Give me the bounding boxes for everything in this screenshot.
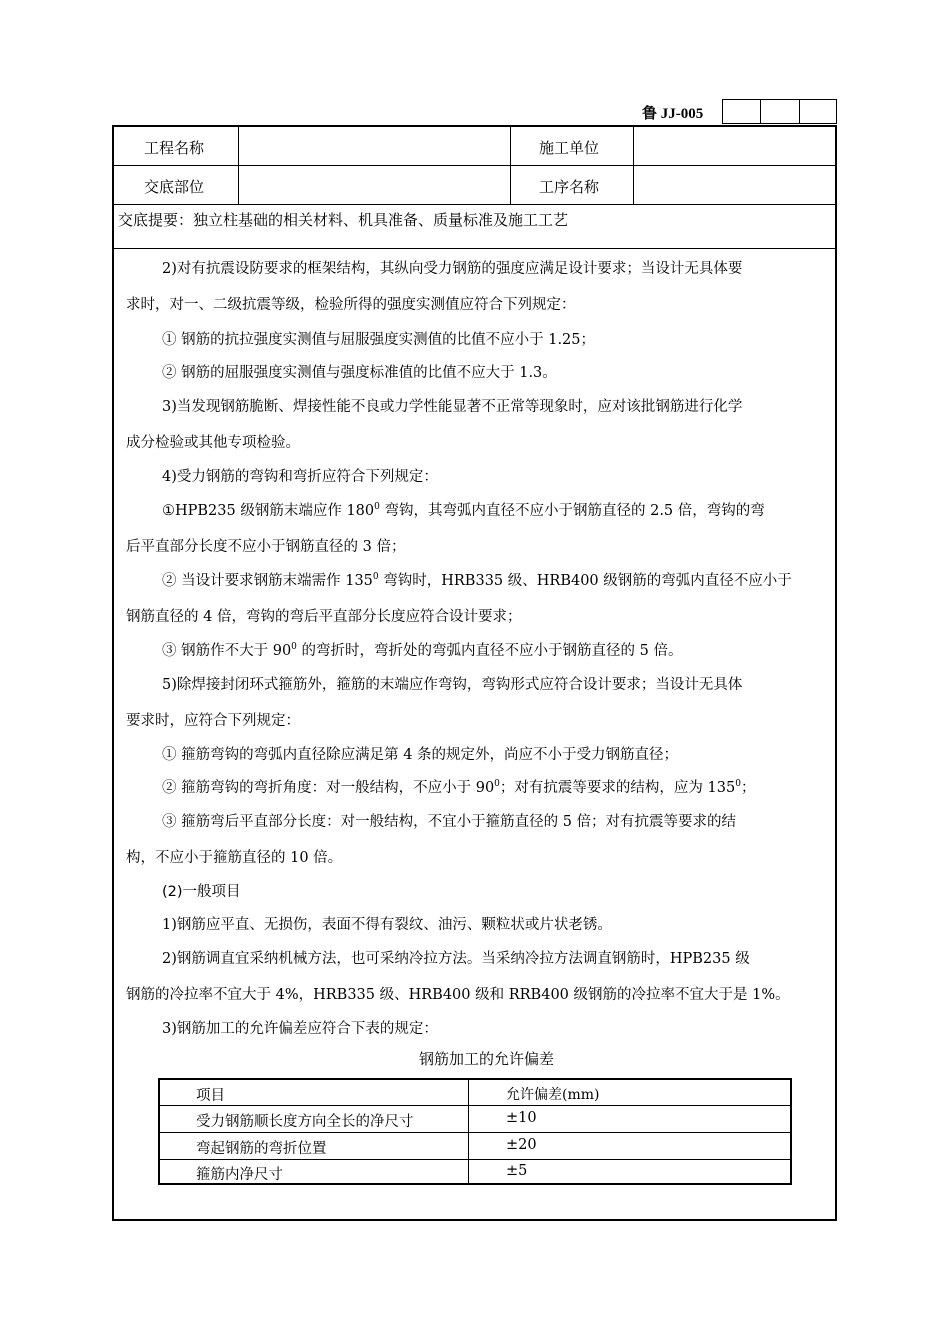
- table-header-tolerance: 允许偏差(mm): [506, 1087, 600, 1103]
- table-row-divider: [160, 1159, 790, 1160]
- body-line: 2)钢筋调直宜采纳机械方法，也可采纳冷拉方法。当采纳冷拉方法调直钢筋时，HPB235 级: [162, 951, 750, 967]
- body-line: 成分检验或其他专项检验。: [126, 435, 300, 451]
- summary-divider: [114, 248, 835, 249]
- body-line: ① 箍筋弯钩的弯弧内直径除应满足第 4 条的规定外，尚应不小于受力钢筋直径；: [162, 747, 679, 763]
- body-line: ② 钢筋的屈服强度实测值与强度标准值的比值不应大于 1.3。: [162, 365, 557, 381]
- body-line: [162, 639, 682, 660]
- table-cell-tolerance: ±5: [506, 1163, 528, 1179]
- table-cell-tolerance: ±10: [506, 1110, 537, 1126]
- text-fragment: ② 当设计要求钢筋末端需作 135: [162, 573, 373, 589]
- process-name-value[interactable]: [635, 166, 835, 203]
- disclosure-part-label: 交底部位: [144, 178, 205, 196]
- degree-superscript: 0: [494, 779, 500, 790]
- text-fragment: ③ 钢筋作不大于 90: [162, 643, 292, 659]
- project-name-value[interactable]: [240, 127, 508, 164]
- header-col-divider-1: [238, 127, 239, 204]
- body-line: ① 钢筋的抗拉强度实测值与屈服强度实测值的比值不应小于 1.25；: [162, 332, 596, 348]
- header-col-divider-3: [633, 127, 634, 204]
- text-fragment: 弯钩，其弯弧内直径不应小于钢筋直径的 2.5 倍，弯钩的弯: [379, 503, 765, 519]
- table-cell-item: 受力钢筋顺长度方向全长的净尺寸: [196, 1114, 414, 1130]
- table-cell-item: 弯起钢筋的弯折位置: [196, 1141, 327, 1157]
- construction-unit-label: 施工单位: [539, 139, 600, 157]
- construction-unit-value[interactable]: [635, 127, 835, 164]
- degree-superscript: 0: [374, 502, 380, 513]
- degree-superscript: 0: [372, 572, 379, 583]
- table-header-item: 项目: [196, 1088, 225, 1104]
- header-row-divider-2: [114, 204, 835, 205]
- disclosure-part-value[interactable]: [240, 166, 508, 203]
- table-cell-item: 箍筋内净尺寸: [196, 1167, 283, 1183]
- text-fragment: ；对有抗震等要求的结构，应为 135: [499, 780, 736, 796]
- degree-superscript: 0: [735, 779, 741, 790]
- header-col-divider-2: [510, 127, 511, 204]
- form-frame: [112, 125, 837, 1221]
- body-line: 3)当发现钢筋脆断、焊接性能不良或力学性能显著不正常等现象时，应对该批钢筋进行化学: [162, 399, 743, 415]
- body-line: 2)对有抗震设防要求的框架结构，其纵向受力钢筋的强度应满足设计要求；当设计无具体要: [162, 261, 743, 277]
- text-fragment: 的弯折时，弯折处的弯弧内直径不应小于钢筋直径的 5 倍。: [296, 643, 683, 659]
- text-fragment: ② 箍筋弯钩的弯折角度：对一般结构，不应小于 90: [162, 780, 495, 796]
- text-fragment: ①HPB235 级钢筋末端应作 180: [162, 503, 375, 519]
- project-name-label: 工程名称: [144, 139, 205, 157]
- code-box-2: [760, 99, 800, 124]
- text-fragment: ；: [740, 780, 756, 796]
- section-heading: (2)一般项目: [162, 884, 241, 900]
- summary-text: 交底提要：独立柱基础的相关材料、机具准备、质量标准及施工工艺: [118, 211, 569, 229]
- table-row-divider: [160, 1132, 790, 1133]
- text-fragment: 弯钩时，HRB335 级、HRB400 级钢筋的弯弧内直径不应小于: [378, 573, 792, 589]
- body-line: 求时，对一、二级抗震等级，检验所得的强度实测值应符合下列规定：: [126, 297, 576, 313]
- body-line: [162, 569, 792, 590]
- degree-superscript: 0: [291, 642, 297, 653]
- code-box-3: [799, 99, 837, 124]
- table-cell-tolerance: ±20: [506, 1137, 537, 1153]
- table-row-divider: [160, 1105, 790, 1106]
- body-line: 3)钢筋加工的允许偏差应符合下表的规定：: [162, 1021, 438, 1037]
- body-line: [162, 499, 765, 520]
- body-line: 后平直部分长度不应小于钢筋直径的 3 倍；: [126, 539, 406, 555]
- body-line: 要求时，应符合下列规定：: [126, 713, 300, 729]
- body-line: 1)钢筋应平直、无损伤，表面不得有裂纹、油污、颗粒状或片状老锈。: [162, 917, 612, 933]
- body-line: [162, 776, 755, 797]
- body-line: 钢筋的冷拉率不宜大于 4%，HRB335 级、HRB400 级和 RRB400 级钢筋的冷拉率不宜大于是 1%。: [126, 987, 790, 1003]
- body-line: 5)除焊接封闭环式箍筋外，箍筋的末端应作弯钩，弯钩形式应符合设计要求；当设计无具体: [162, 677, 743, 693]
- code-box-1: [722, 99, 761, 124]
- table-title: 钢筋加工的允许偏差: [419, 1050, 555, 1068]
- body-line: 钢筋直径的 4 倍，弯钩的弯后平直部分长度应符合设计要求；: [126, 609, 522, 625]
- body-line: ③ 箍筋弯后平直部分长度：对一般结构，不宜小于箍筋直径的 5 倍；对有抗震等要求的结: [162, 814, 737, 830]
- body-line: 4)受力钢筋的弯钩和弯折应符合下列规定：: [162, 469, 438, 485]
- tolerance-table: [158, 1078, 792, 1185]
- body-line: 构，不应小于箍筋直径的 10 倍。: [126, 850, 343, 866]
- form-code: 鲁 JJ-005: [642, 106, 704, 122]
- table-col-divider: [468, 1080, 469, 1183]
- process-name-label: 工序名称: [539, 178, 600, 196]
